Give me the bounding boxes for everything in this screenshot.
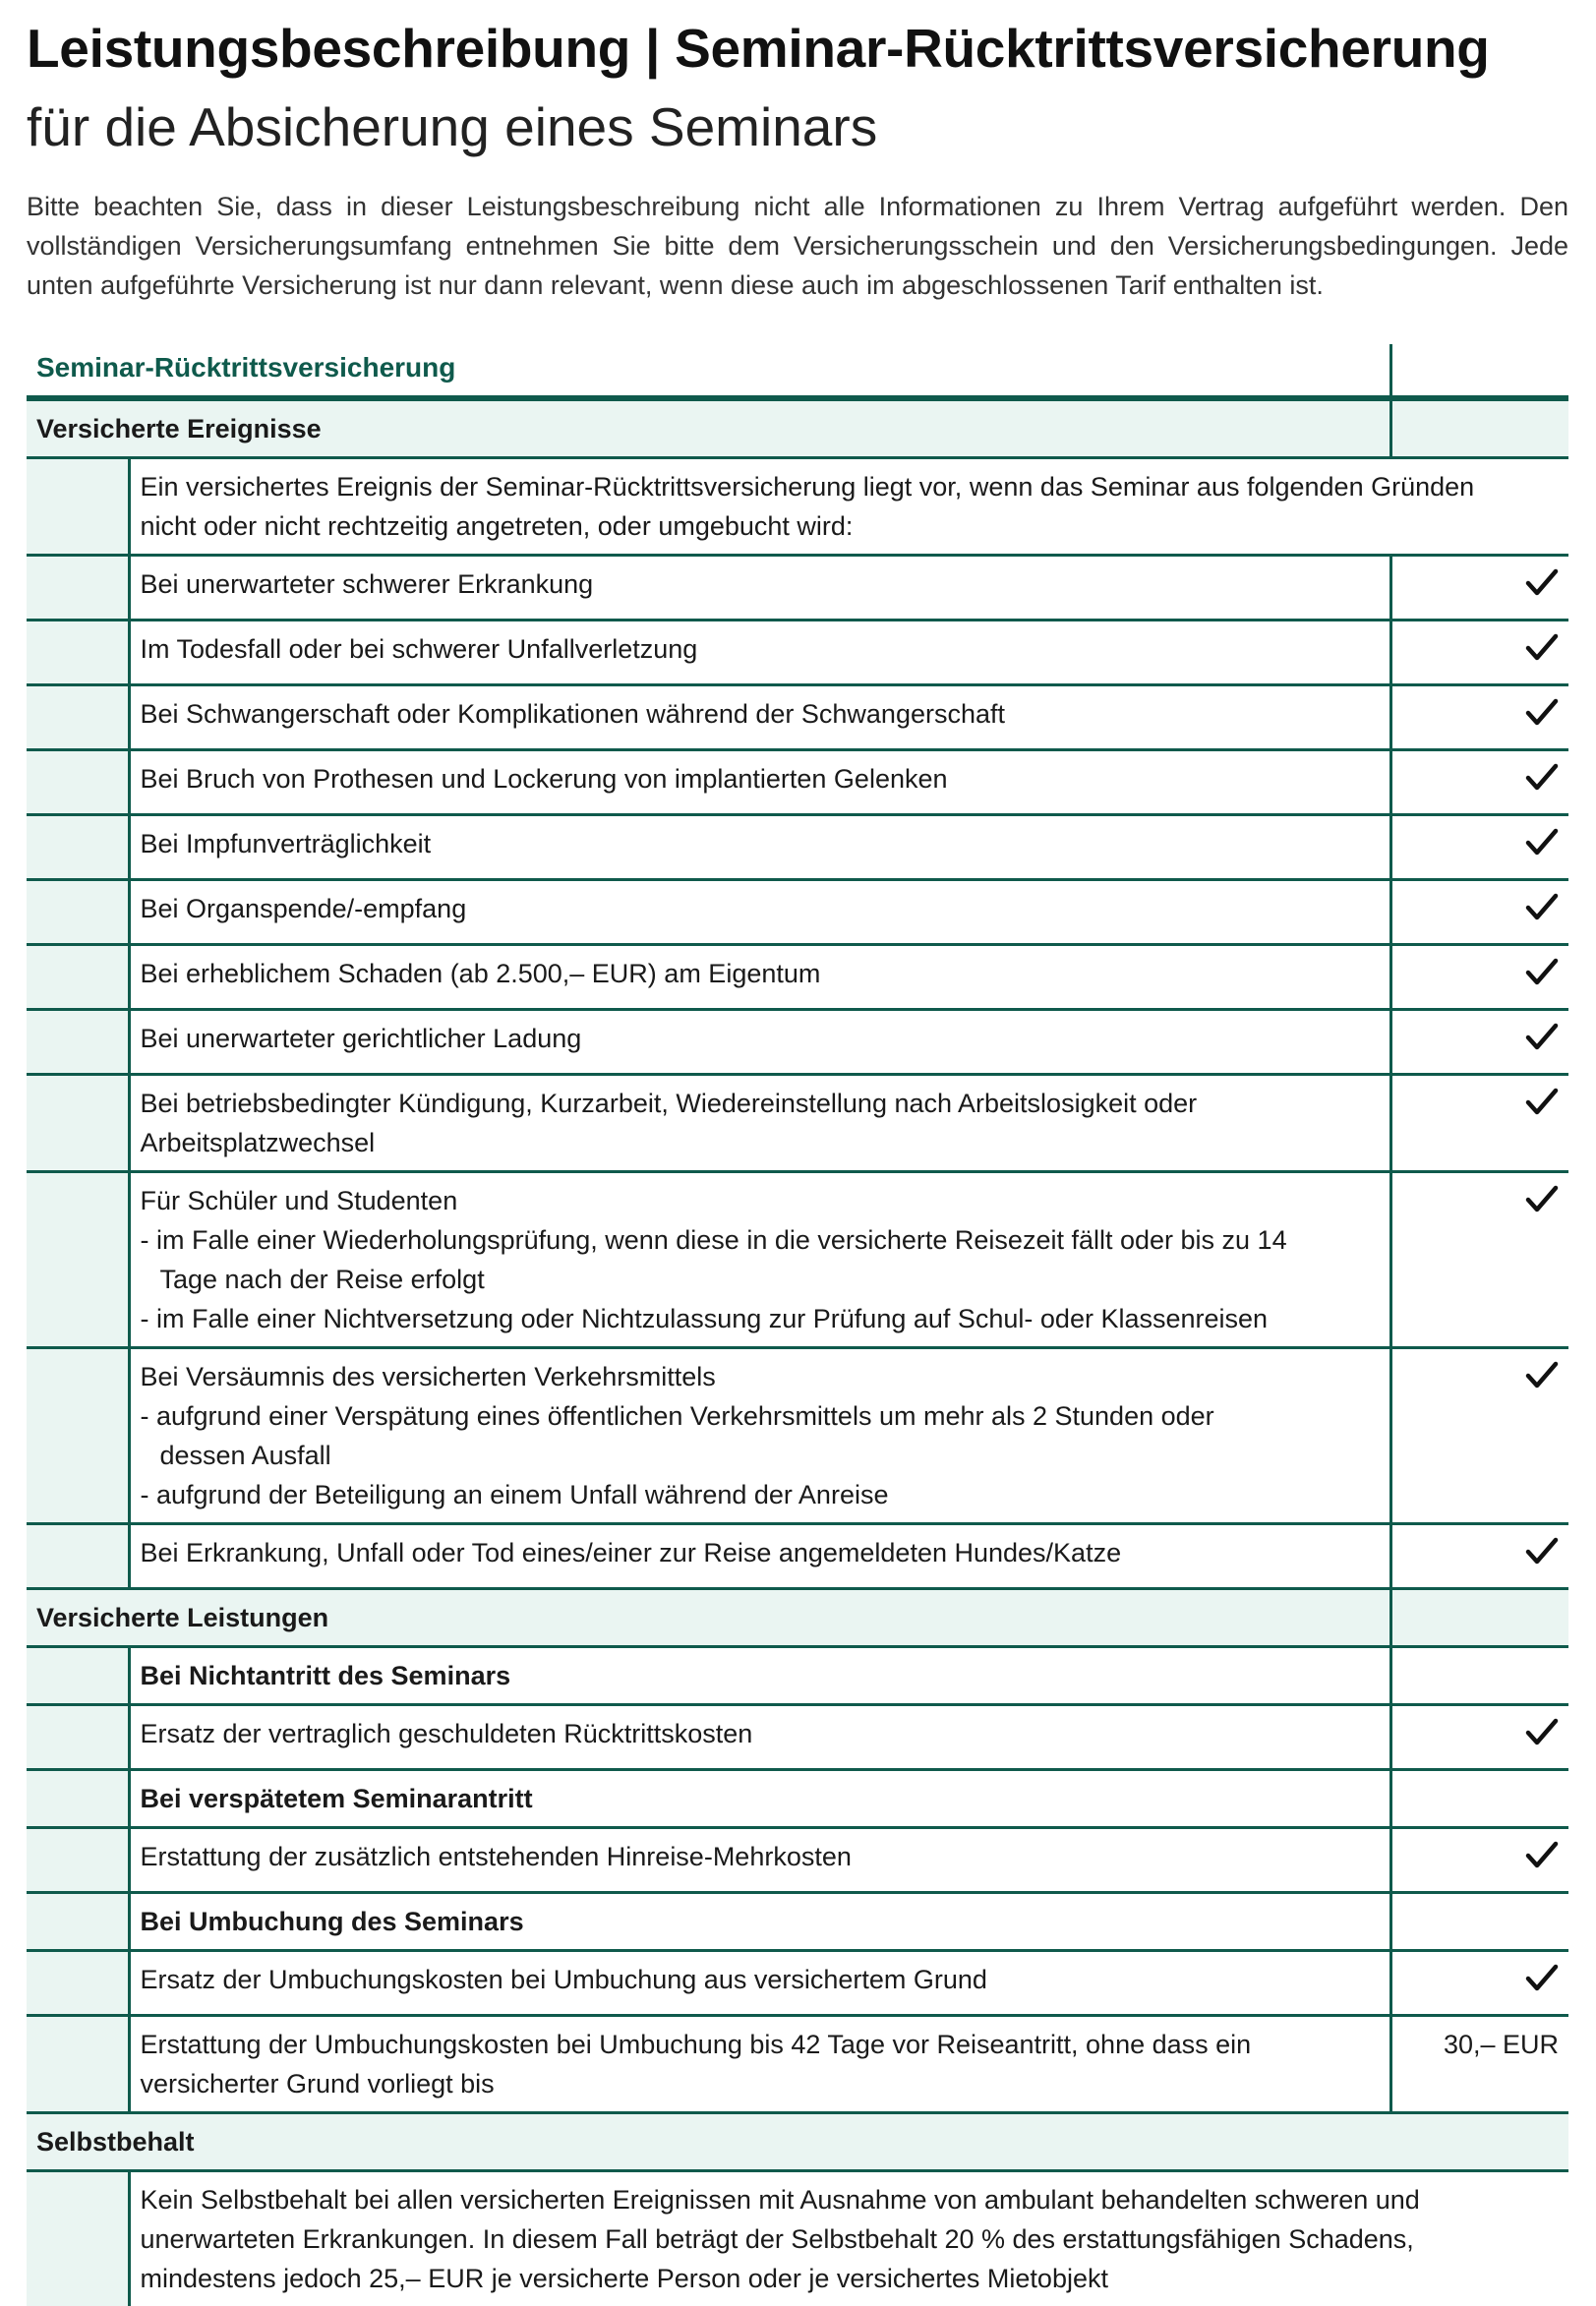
table-header-row (27, 344, 1568, 398)
schueler-cell (129, 1172, 1390, 1348)
row-label: Erstattung der zusätzlich entstehenden Hinreise-Mehrkosten (129, 1828, 1390, 1893)
intro-text: Bitte beachten Sie, dass in dieser Leistungsbeschreibung nicht alle Informationen zu Ihrem Vertrag aufgeführt werden. Den vollständigen Versicherungsumfang entnehmen Sie bitte dem Versicherungsschein und den Versicherungsbedingungen. Jede unten aufgeführte Versicherung ist nur dann relevant, wenn diese auch im abgeschlossenen Tarif enthalten ist. (27, 187, 1568, 305)
check-icon (1525, 761, 1559, 795)
indent-cell (27, 1951, 129, 2016)
indent-cell (27, 621, 129, 685)
row-label: Ersatz der Umbuchungskosten bei Umbuchung aus versichertem Grund (129, 1951, 1390, 2016)
benefits-table-wrapper (27, 344, 1568, 2306)
row-value (1390, 1172, 1568, 1348)
section-row-leistungen (27, 1589, 1568, 1647)
table-row (27, 815, 1568, 880)
table-row (27, 2171, 1568, 2306)
row-label: Im Todesfall oder bei schwerer Unfallverletzung (129, 621, 1390, 685)
indent-cell (27, 2016, 129, 2113)
schueler-item-2: - im Falle einer Nichtversetzung oder Nichtzulassung zur Prüfung auf Schul- oder Klassenreisen (141, 1299, 1380, 1338)
indent-cell (27, 1770, 129, 1828)
row-value (1390, 815, 1568, 880)
check-icon (1525, 1021, 1559, 1054)
row-value (1390, 685, 1568, 750)
row-value (1390, 1770, 1568, 1828)
indent-cell (27, 685, 129, 750)
table-row (27, 1010, 1568, 1075)
table-row (27, 556, 1568, 621)
row-value (1390, 945, 1568, 1010)
ereignisse-intro: Ein versichertes Ereignis der Seminar-Rücktrittsversicherung liegt vor, wenn das Seminar aus folgenden Gründen nicht oder nicht rechtzeitig angetreten, oder umgebucht wird: (129, 458, 1568, 556)
indent-cell (27, 1647, 129, 1705)
selbstbehalt-text: Kein Selbstbehalt bei allen versicherten Ereignissen mit Ausnahme von ambulant behandelten schweren und unerwarteten Erkrankungen. In diesem Fall beträgt der Selbstbehalt 20 % des erstattungsfähigen Schadens, mindestens jedoch 25,– EUR je versicherte Person oder je versichertes Mietobjekt (129, 2171, 1568, 2306)
table-row (27, 750, 1568, 815)
row-label: Bei Erkrankung, Unfall oder Tod eines/einer zur Reise angemeldeten Hundes/Katze (129, 1524, 1390, 1589)
section-row-ereignisse (27, 398, 1568, 458)
table-row (27, 621, 1568, 685)
table-row (27, 1951, 1568, 2016)
check-icon (1525, 1716, 1559, 1749)
row-value (1390, 1951, 1568, 2016)
row-value (1390, 1075, 1568, 1172)
benefits-table (27, 344, 1568, 2306)
verkehr-item-1a: - aufgrund einer Verspätung eines öffentlichen Verkehrsmittels um mehr als 2 Stunden oder (141, 1396, 1380, 1436)
table-row (27, 685, 1568, 750)
verkehr-item-2: - aufgrund der Beteiligung an einem Unfall während der Anreise (141, 1475, 1380, 1514)
table-row (27, 1075, 1568, 1172)
page-title: Leistungsbeschreibung | Seminar-Rücktrittsversicherung (27, 12, 1490, 86)
indent-cell (27, 750, 129, 815)
section-row-selbstbehalt (27, 2113, 1568, 2171)
check-icon (1525, 1183, 1559, 1216)
page-subtitle: für die Absicherung eines Seminars (27, 90, 877, 164)
row-value (1390, 621, 1568, 685)
row-value (1390, 1524, 1568, 1589)
table-row (27, 458, 1568, 556)
indent-cell (27, 1828, 129, 1893)
verkehr-item-1b: dessen Ausfall (141, 1436, 1380, 1475)
indent-cell (27, 2171, 129, 2306)
table-row (27, 880, 1568, 945)
verkehr-cell (129, 1348, 1390, 1524)
check-icon (1525, 631, 1559, 665)
check-icon (1525, 956, 1559, 989)
row-value-amount: 30,– EUR (1390, 2016, 1568, 2113)
check-icon (1525, 891, 1559, 924)
check-icon (1525, 1535, 1559, 1568)
row-label: Erstattung der Umbuchungskosten bei Umbuchung bis 42 Tage vor Reiseantritt, ohne dass ein versicherter Grund vorliegt bis (129, 2016, 1390, 2113)
table-row (27, 1770, 1568, 1828)
indent-cell (27, 1075, 129, 1172)
indent-cell (27, 945, 129, 1010)
row-label: Bei Schwangerschaft oder Komplikationen während der Schwangerschaft (129, 685, 1390, 750)
table-row (27, 1172, 1568, 1348)
indent-cell (27, 1348, 129, 1524)
table-row (27, 1647, 1568, 1705)
table-row (27, 1893, 1568, 1951)
table-header-value-cell (1390, 344, 1568, 398)
indent-cell (27, 1010, 129, 1075)
check-icon (1525, 1962, 1559, 1995)
indent-cell (27, 815, 129, 880)
row-label: Bei unerwarteter schwerer Erkrankung (129, 556, 1390, 621)
section-title-leistungen: Versicherte Leistungen (27, 1589, 1390, 1647)
indent-cell (27, 880, 129, 945)
schueler-item-1a: - im Falle einer Wiederholungsprüfung, wenn diese in die versicherte Reisezeit fällt oder bis zu 14 (141, 1220, 1380, 1260)
table-header-label: Seminar-Rücktrittsversicherung (27, 344, 1390, 398)
table-row (27, 1828, 1568, 1893)
table-row (27, 1524, 1568, 1589)
check-icon (1525, 566, 1559, 600)
table-row (27, 2016, 1568, 2113)
indent-cell (27, 1705, 129, 1770)
verkehr-head: Bei Versäumnis des versicherten Verkehrsmittels (141, 1357, 1380, 1396)
section-title-selbstbehalt: Selbstbehalt (27, 2113, 1568, 2171)
indent-cell (27, 1172, 129, 1348)
row-label: Bei Bruch von Prothesen und Lockerung von implantierten Gelenken (129, 750, 1390, 815)
section-title-ereignisse: Versicherte Ereignisse (27, 398, 1390, 458)
row-value (1390, 1348, 1568, 1524)
check-icon (1525, 696, 1559, 730)
row-label: Bei unerwarteter gerichtlicher Ladung (129, 1010, 1390, 1075)
check-icon (1525, 826, 1559, 859)
row-value (1390, 1647, 1568, 1705)
schueler-item-1b: Tage nach der Reise erfolgt (141, 1260, 1380, 1299)
row-value (1390, 1705, 1568, 1770)
row-value (1390, 880, 1568, 945)
table-row (27, 1348, 1568, 1524)
row-label: Bei erheblichem Schaden (ab 2.500,– EUR) am Eigentum (129, 945, 1390, 1010)
check-icon (1525, 1839, 1559, 1872)
row-label: Ersatz der vertraglich geschuldeten Rücktrittskosten (129, 1705, 1390, 1770)
row-value (1390, 750, 1568, 815)
indent-cell (27, 458, 129, 556)
schueler-head: Für Schüler und Studenten (141, 1181, 1380, 1220)
row-label: Bei Impfunverträglichkeit (129, 815, 1390, 880)
subhead-label: Bei verspätetem Seminarantritt (129, 1770, 1390, 1828)
row-value (1390, 1828, 1568, 1893)
row-value (1390, 1893, 1568, 1951)
table-row (27, 945, 1568, 1010)
check-icon (1525, 1086, 1559, 1119)
indent-cell (27, 1524, 129, 1589)
row-value (1390, 556, 1568, 621)
subhead-label: Bei Nichtantritt des Seminars (129, 1647, 1390, 1705)
section-value-cell (1390, 398, 1568, 458)
indent-cell (27, 1893, 129, 1951)
check-icon (1525, 1359, 1559, 1392)
row-value (1390, 1010, 1568, 1075)
section-value-cell (1390, 1589, 1568, 1647)
row-label: Bei betriebsbedingter Kündigung, Kurzarbeit, Wiedereinstellung nach Arbeitslosigkeit oder Arbeitsplatzwechsel (129, 1075, 1390, 1172)
table-row (27, 1705, 1568, 1770)
subhead-label: Bei Umbuchung des Seminars (129, 1893, 1390, 1951)
indent-cell (27, 556, 129, 621)
row-label: Bei Organspende/-empfang (129, 880, 1390, 945)
